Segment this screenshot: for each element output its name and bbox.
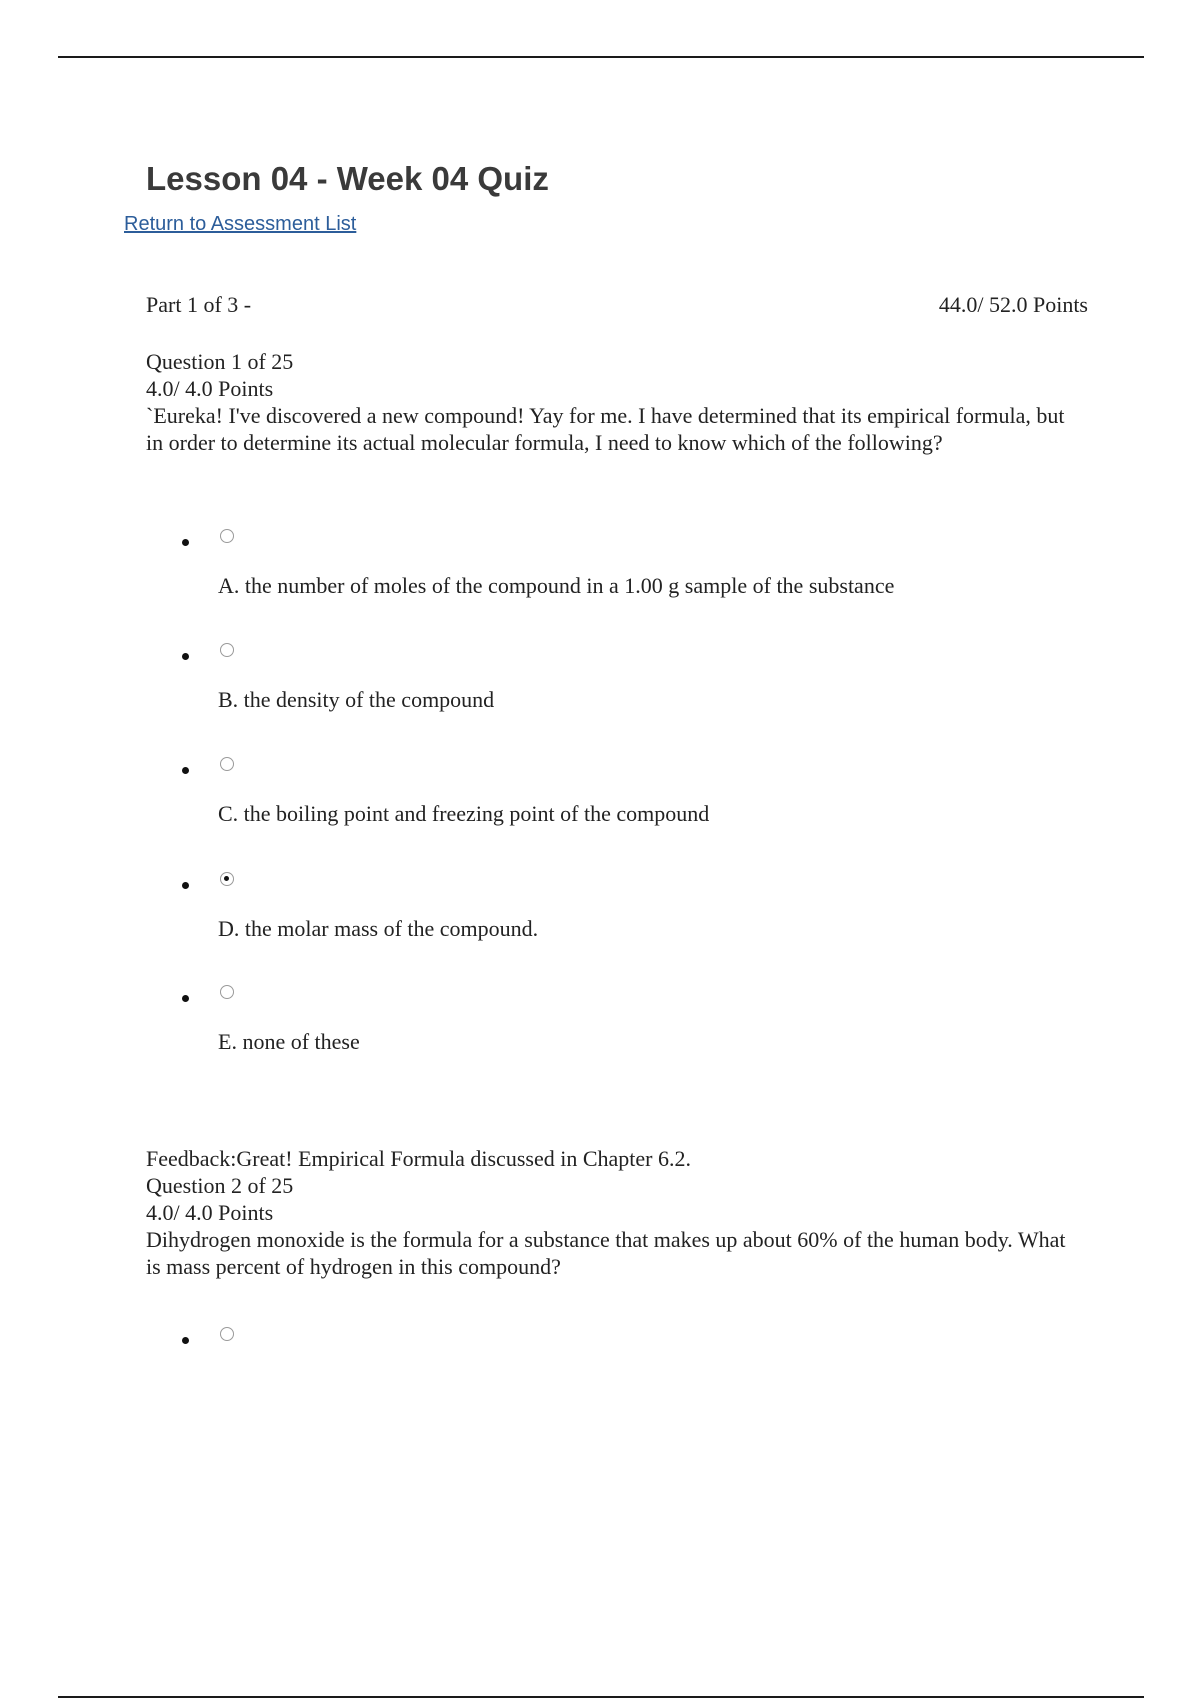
question-text: Dihydrogen monoxide is the formula for a substance that makes up about 60% of the human body. What is mass percent of hydrogen in this compound? [146,1227,1066,1279]
option-label: C. the boiling point and freezing point of the compound [218,801,710,826]
return-to-assessment-list-link[interactable]: Return to Assessment List [124,213,357,235]
option-label: B. the density of the compound [218,687,495,712]
radio-option-a[interactable] [220,1327,234,1341]
part-label: Part 1 of 3 - [146,292,252,317]
bullet [182,1337,189,1344]
option-a [182,1327,1082,1417]
option-label: D. the molar mass of the compound. [218,916,539,941]
question-text: `Eureka! I've discovered a new compound! Yay for me. I have determined that its empirical formula, but in order to determine its actual molecular formula, I need to know which of the following? [146,403,1065,455]
feedback-text: Feedback:Great! Empirical Formula discussed in Chapter 6.2. [146,1146,691,1171]
question-number: Question 1 of 25 [146,349,294,374]
page-title: Lesson 04 - Week 04 Quiz [146,160,549,197]
question-number: Question 2 of 25 [146,1173,294,1198]
question-points: 4.0/ 4.0 Points [146,376,274,401]
option-label: E. none of these [218,1029,360,1054]
option-label: A. the number of moles of the compound in a 1.00 g sample of the substance [218,573,895,598]
part-points: 44.0/ 52.0 Points [938,292,1088,317]
question-points: 4.0/ 4.0 Points [146,1200,274,1225]
bottom-divider [58,1696,1144,1698]
